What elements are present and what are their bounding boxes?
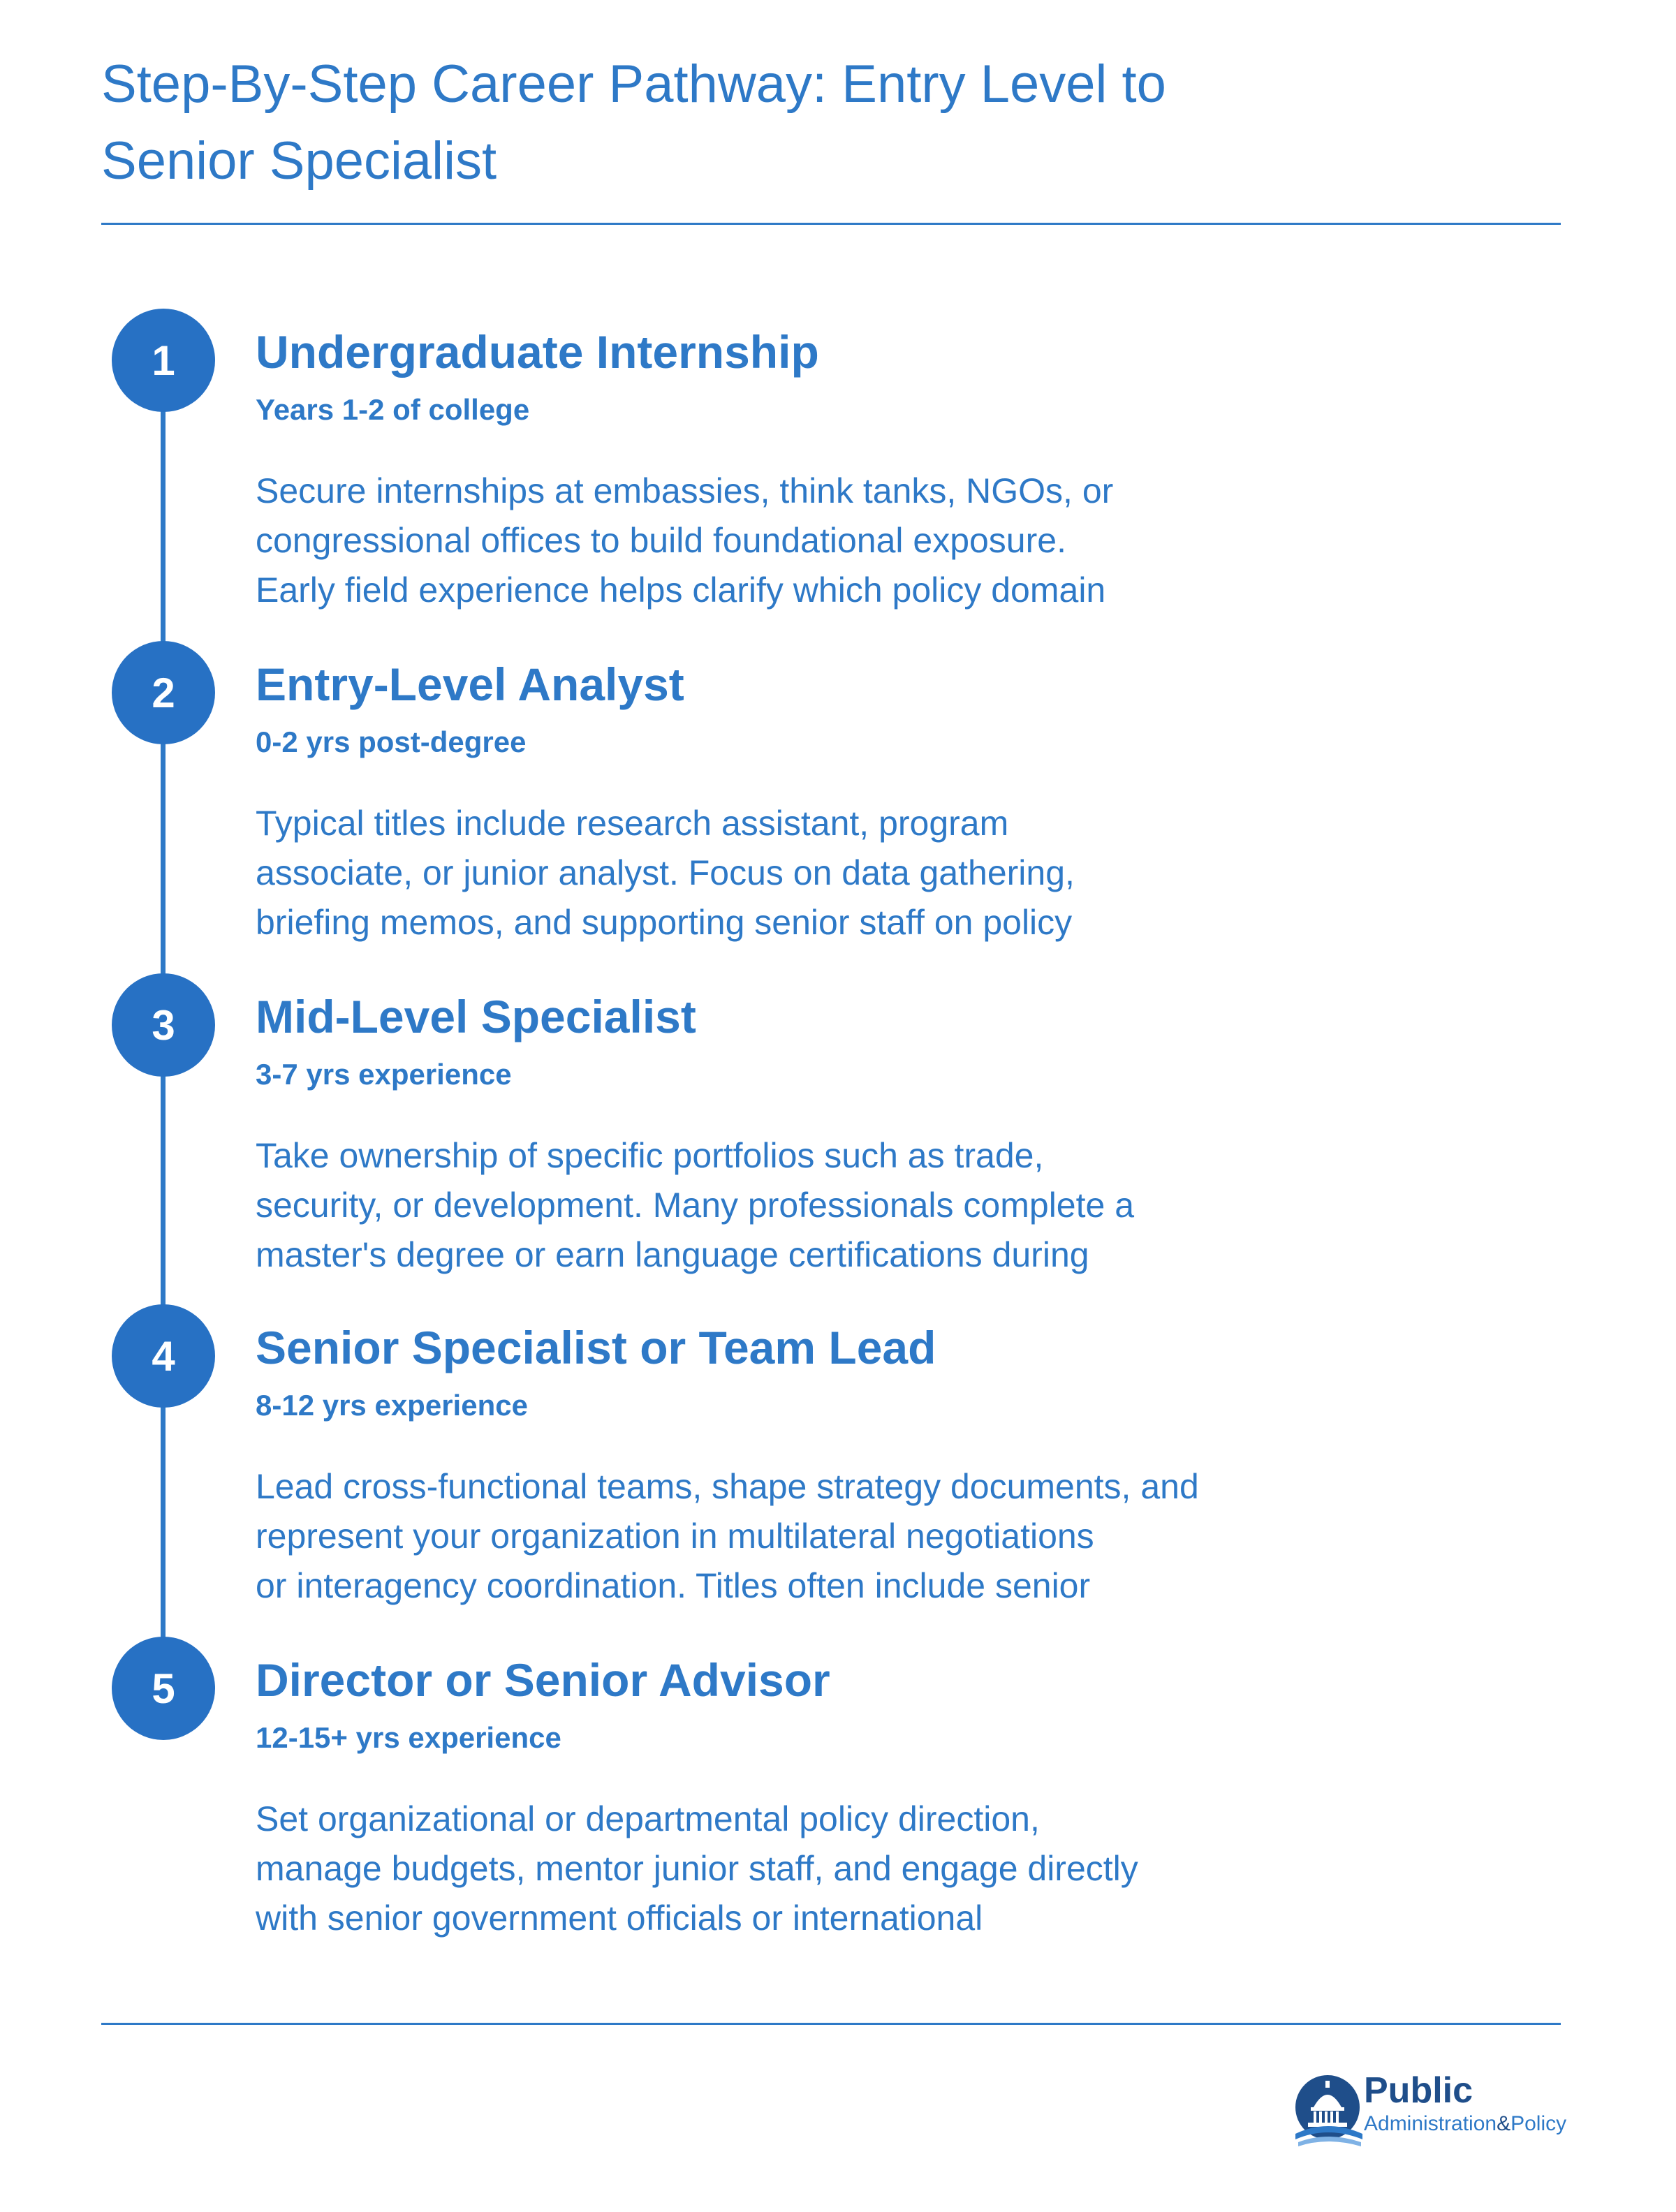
step-description xyxy=(256,1794,1138,1943)
page-title-line-2: Senior Specialist xyxy=(101,131,497,191)
step-description-line: or interagency coordination. Titles often include senior xyxy=(256,1566,1091,1605)
step-description-line: Typical titles include research assistant, program xyxy=(256,804,1009,843)
step-description-line: master's degree or earn language certifications during xyxy=(256,1235,1089,1274)
step-description xyxy=(256,1462,1199,1611)
page-title-line-1: Step-By-Step Career Pathway: Entry Level to xyxy=(101,54,1166,114)
step-description-line: with senior government officials or international xyxy=(256,1898,983,1938)
logo-wordmark-policy: Policy xyxy=(1510,2112,1567,2135)
step-title: Entry-Level Analyst xyxy=(256,658,684,710)
step-description-line: security, or development. Many professionals complete a xyxy=(256,1186,1135,1225)
capitol-dome-icon xyxy=(1294,2070,1364,2152)
logo-wordmark-subtitle xyxy=(1364,2111,1566,2137)
step-description-line: represent your organization in multilateral negotiations xyxy=(256,1517,1094,1556)
step-number-badge: 2 xyxy=(112,641,215,744)
step-description-line: Take ownership of specific portfolios such as trade, xyxy=(256,1136,1044,1175)
step-description-line: associate, or junior analyst. Focus on data gathering, xyxy=(256,853,1075,892)
page-title xyxy=(101,46,1428,200)
step-number-badge: 5 xyxy=(112,1637,215,1740)
step-description xyxy=(256,799,1075,948)
step-duration: Years 1-2 of college xyxy=(256,393,530,426)
step-number-badge: 3 xyxy=(112,973,215,1077)
step-description-line: congressional offices to build foundational exposure. xyxy=(256,521,1066,560)
step-duration: 0-2 yrs post-degree xyxy=(256,725,527,758)
step-description xyxy=(256,466,1113,615)
step-title: Mid-Level Specialist xyxy=(256,991,696,1042)
step-title: Undergraduate Internship xyxy=(256,326,819,378)
step-description-line: briefing memos, and supporting senior staff on policy xyxy=(256,903,1073,942)
step-duration: 8-12 yrs experience xyxy=(256,1389,528,1422)
step-title: Senior Specialist or Team Lead xyxy=(256,1322,936,1373)
step-duration: 3-7 yrs experience xyxy=(256,1058,512,1091)
step-description-line: Secure internships at embassies, think tanks, NGOs, or xyxy=(256,471,1114,510)
step-description xyxy=(256,1131,1134,1280)
publisher-logo xyxy=(1294,2070,1566,2160)
header-divider xyxy=(101,223,1561,225)
step-description-line: Early field experience helps clarify which policy domain xyxy=(256,570,1106,610)
step-description-line: manage budgets, mentor junior staff, and engage directly xyxy=(256,1849,1138,1888)
step-number-badge: 1 xyxy=(112,309,215,412)
logo-wordmark-admin: Administration xyxy=(1364,2112,1497,2135)
step-description-line: Set organizational or departmental policy direction, xyxy=(256,1799,1040,1838)
step-duration: 12-15+ yrs experience xyxy=(256,1721,561,1754)
logo-wordmark-public: Public xyxy=(1364,2070,1473,2111)
step-title: Director or Senior Advisor xyxy=(256,1654,830,1706)
step-number-badge: 4 xyxy=(112,1304,215,1408)
logo-wordmark-ampersand: & xyxy=(1497,2112,1511,2135)
footer-divider xyxy=(101,2023,1561,2025)
step-description-line: Lead cross-functional teams, shape strategy documents, and xyxy=(256,1467,1199,1506)
